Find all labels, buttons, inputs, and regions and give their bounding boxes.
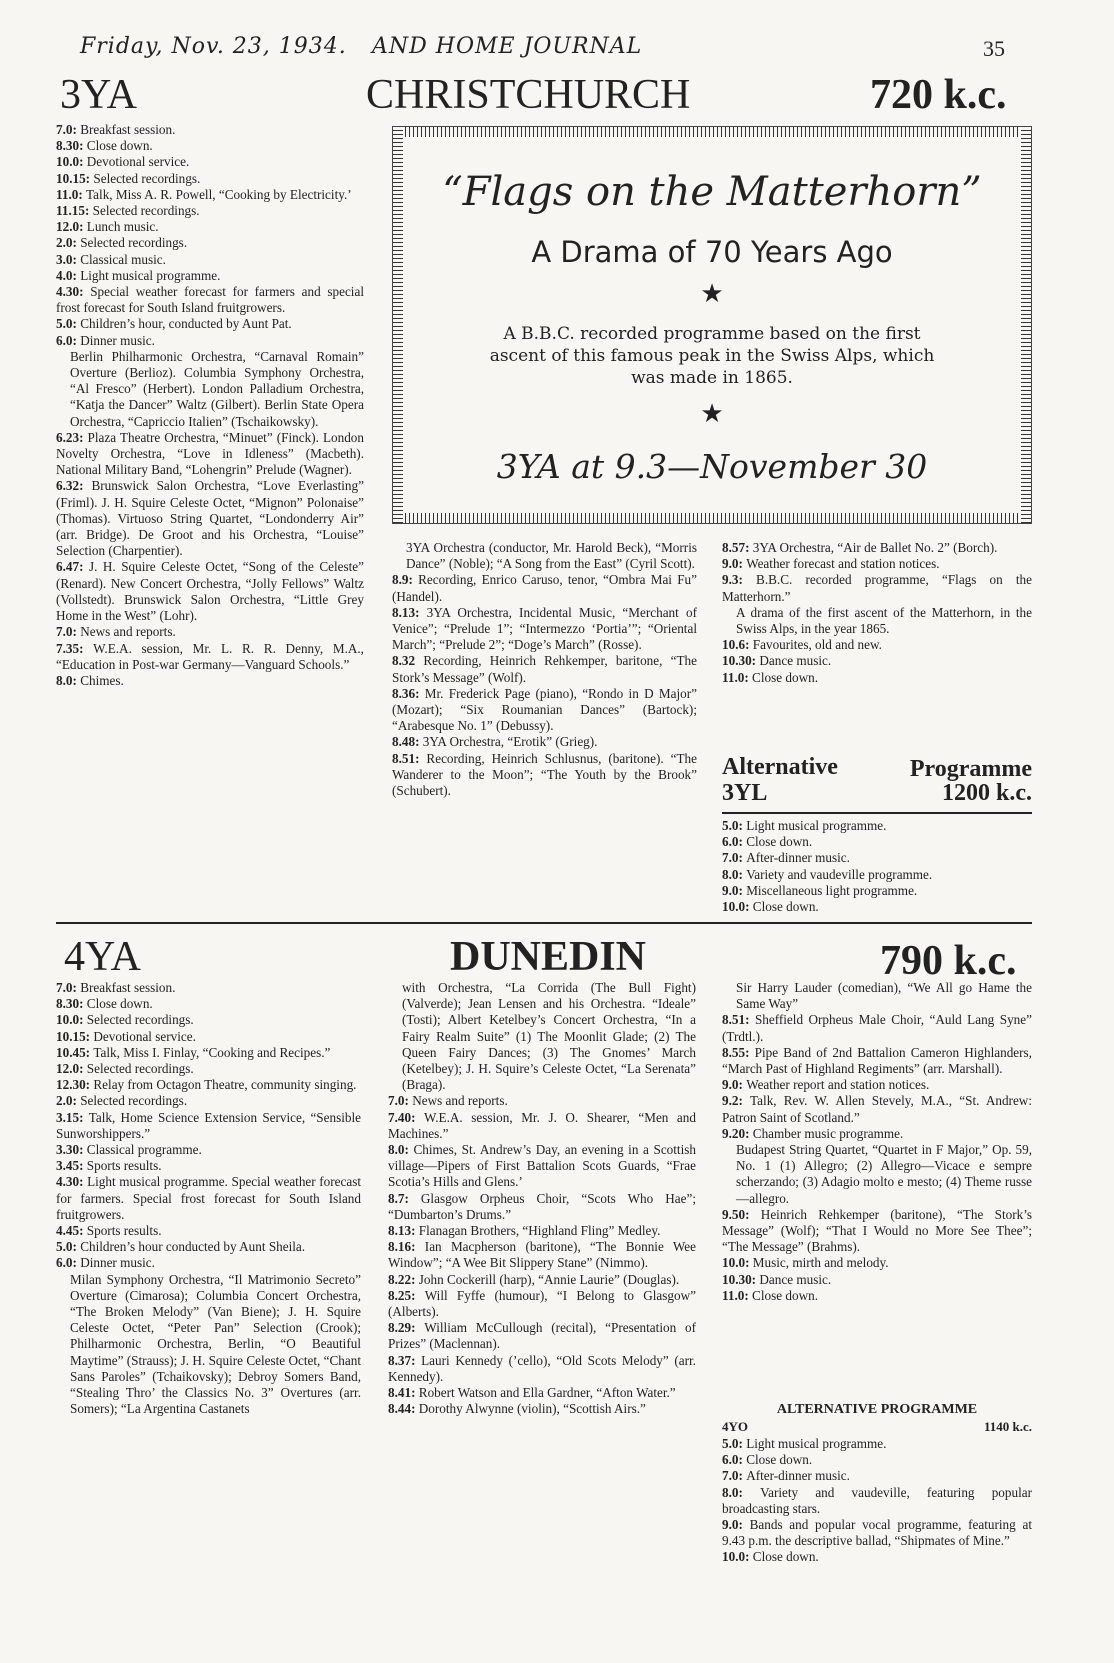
schedule-entry bbox=[722, 556, 1032, 572]
schedule-entry bbox=[722, 1093, 1032, 1125]
schedule-entry bbox=[722, 1485, 1032, 1517]
schedule-entry bbox=[56, 154, 364, 170]
schedule-entry bbox=[388, 1223, 696, 1239]
schedule-entry bbox=[56, 333, 364, 349]
entry-time: 12.30: bbox=[56, 1077, 94, 1093]
frequency-3ya: 720 k.c. bbox=[870, 72, 1007, 118]
entry-text: Light musical programme. bbox=[746, 1436, 887, 1451]
box-border-right bbox=[1021, 127, 1031, 523]
schedule-entry bbox=[722, 1255, 1032, 1271]
entry-text: Close down. bbox=[746, 1452, 813, 1468]
entry-text: After-dinner music. bbox=[746, 850, 850, 866]
entry-text: Mr. Frederick Page (piano), “Rondo in D Major” (Mozart); “Six Roumanian Dances” (Bartock); “Arabesque No. 1” (Debussy). bbox=[392, 685, 697, 734]
entry-time: 8.41: bbox=[388, 1385, 419, 1401]
entry-time: 6.32: bbox=[56, 478, 92, 494]
schedule-entry bbox=[722, 834, 1032, 850]
box-border-left bbox=[393, 127, 403, 523]
frequency-4ya: 790 k.c. bbox=[880, 938, 1017, 984]
entry-time: 7.0: bbox=[388, 1093, 413, 1109]
entry-time: 7.0: bbox=[722, 1468, 747, 1484]
city-dunedin: DUNEDIN bbox=[450, 934, 647, 980]
entry-text: Robert Watson and Ella Gardner, “Afton Water.” bbox=[418, 1385, 676, 1401]
entry-text: Close down. bbox=[86, 138, 153, 154]
entry-text: Breakfast session. bbox=[80, 980, 176, 995]
entry-time: 8.0: bbox=[722, 866, 747, 882]
entry-time: 8.0: bbox=[388, 1142, 414, 1158]
entry-text: 3YA Orchestra (conductor, Mr. Harold Beck), “Morris Dance” (Noble); “A Song from the East” (Cyril Scott). bbox=[406, 540, 697, 572]
schedule-entry bbox=[392, 605, 697, 654]
entry-text: Weather forecast and station notices. bbox=[746, 556, 940, 572]
entry-text: Light musical programme. bbox=[746, 818, 887, 833]
alt-3yl-list bbox=[722, 818, 1032, 915]
schedule-entry bbox=[722, 883, 1032, 899]
schedule-entry bbox=[56, 478, 364, 559]
entry-time: 9.3: bbox=[722, 572, 757, 588]
schedule-entry bbox=[56, 349, 364, 430]
entry-time: 3.45: bbox=[56, 1158, 87, 1174]
entry-text: Light musical programme. bbox=[80, 267, 221, 283]
alt-3yl-heading-right: Programme bbox=[909, 756, 1032, 782]
entry-time: 9.50: bbox=[722, 1206, 761, 1222]
schedule-entry bbox=[388, 1272, 696, 1288]
schedule-entry bbox=[722, 1012, 1032, 1044]
entry-text: Miscellaneous light programme. bbox=[746, 882, 918, 898]
schedule-entry bbox=[56, 1093, 361, 1109]
schedule-entry bbox=[392, 734, 697, 750]
entry-text: Relay from Octagon Theatre, community singing. bbox=[93, 1077, 357, 1093]
schedule-entry bbox=[56, 1110, 361, 1142]
entry-time: 8.22: bbox=[388, 1271, 419, 1287]
entry-time: 3.15: bbox=[56, 1109, 89, 1125]
schedule-entry bbox=[56, 1239, 361, 1255]
entry-text: Variety and vaudeville programme. bbox=[746, 866, 933, 882]
entry-time: 9.2: bbox=[722, 1093, 751, 1109]
schedule-entry bbox=[56, 1045, 361, 1061]
feature-subtitle: A Drama of 70 Years Ago bbox=[531, 235, 893, 269]
schedule-entry bbox=[56, 187, 364, 203]
entry-text: Dorothy Alwynne (violin), “Scottish Airs.” bbox=[418, 1401, 646, 1417]
entry-time: 4.30: bbox=[56, 284, 91, 300]
schedule-entry bbox=[56, 1077, 361, 1093]
alt-3yl-rule bbox=[722, 812, 1032, 814]
feature-description: A B.B.C. recorded programme based on the first ascent of this famous peak in the Swiss Alps, which was made in 1865. bbox=[489, 324, 935, 388]
schedule-entry bbox=[722, 1436, 1032, 1452]
entry-text: Light musical programme. Special weather forecast for farmers. Special frost forecast for South Island fruitgrowers. bbox=[56, 1174, 361, 1222]
page-number: 35 bbox=[983, 36, 1005, 61]
alt-4yo-list bbox=[722, 1436, 1032, 1566]
entry-time: 6.0: bbox=[56, 1255, 81, 1271]
entry-text: Sports results. bbox=[86, 1223, 162, 1239]
entry-text: Dinner music. bbox=[80, 1255, 155, 1271]
entry-text: Milan Symphony Orchestra, “Il Matrimonio Secreto” Overture (Cimarosa); Columbia Concert Orchestra, “The Broken Melody” (Van Biene); J. H. Squire Celeste Octet, “Peter Pan” Selection (Crook); Philharmonic Orchestra, Berlin, “O Beautiful Maytime” (Strauss); J. H. Squire Celeste Octet, “Chant Sans Paroles” (Tchaikovsky); Debroy Somers Band, “Stealing Thro’ the Classics No. 3” Overtures (arr. Somers); “La Argentina Castanets bbox=[70, 1271, 361, 1417]
entry-text: Close down. bbox=[752, 899, 819, 915]
entry-text: Ian Macpherson (baritone), “The Bonnie Wee Window”; “A Wee Bit Slippery Stane” (Nimmo). bbox=[388, 1239, 696, 1271]
entry-time: 10.0: bbox=[56, 1012, 87, 1028]
header-date: Friday, Nov. 23, 1934. bbox=[80, 34, 347, 59]
entry-text: Breakfast session. bbox=[80, 122, 176, 137]
entry-time: 9.0: bbox=[722, 882, 747, 898]
entry-text: Talk, Miss A. R. Powell, “Cooking by Electricity.’ bbox=[86, 186, 352, 202]
entry-text: Dinner music. bbox=[80, 332, 155, 348]
box-border-bottom bbox=[393, 513, 1031, 523]
entry-text: After-dinner music. bbox=[746, 1468, 850, 1484]
schedule-entry bbox=[56, 138, 364, 154]
alt-3yl-frequency: 1200 k.c. bbox=[942, 780, 1032, 806]
entry-text: 3YA Orchestra, “Air de Ballet No. 2” (Borch). bbox=[752, 540, 998, 555]
entry-time: 6.47: bbox=[56, 559, 89, 575]
entry-text: Devotional service. bbox=[86, 154, 190, 170]
entry-text: Music, mirth and melody. bbox=[752, 1255, 889, 1271]
entry-text: Selected recordings. bbox=[86, 1061, 194, 1077]
entry-text: William McCullough (recital), “Presentation of Prizes” (Maclennan). bbox=[388, 1320, 696, 1352]
entry-text: W.E.A. session, Mr. L. R. R. Denny, M.A., “Education in Post-war Germany—Vanguard Schools.” bbox=[56, 640, 364, 672]
entry-time: 8.13: bbox=[392, 604, 427, 620]
schedule-entry bbox=[392, 686, 697, 735]
star-icon: ★ bbox=[700, 279, 724, 309]
schedule-entry bbox=[722, 1468, 1032, 1484]
entry-text: Children’s hour conducted by Aunt Sheila. bbox=[80, 1239, 306, 1255]
entry-text: Lunch music. bbox=[86, 219, 159, 235]
schedule-entry bbox=[722, 572, 1032, 604]
entry-text: Selected recordings. bbox=[80, 235, 188, 251]
entry-text: Selected recordings. bbox=[92, 203, 200, 219]
feature-title: “Flags on the Matterhorn” bbox=[442, 169, 982, 215]
entry-time: 9.20: bbox=[722, 1125, 753, 1141]
schedule-entry bbox=[388, 1191, 696, 1223]
entry-time: 2.0: bbox=[56, 1093, 81, 1109]
schedule-entry bbox=[56, 1012, 361, 1028]
alt-4yo-heading: ALTERNATIVE PROGRAMME bbox=[776, 1402, 978, 1417]
entry-time: 11.0: bbox=[56, 186, 87, 202]
entry-time: 4.45: bbox=[56, 1223, 87, 1239]
schedule-entry bbox=[56, 980, 361, 996]
entry-time: 11.0: bbox=[722, 1287, 753, 1303]
schedule-entry bbox=[722, 1142, 1032, 1207]
schedule-entry bbox=[56, 1061, 361, 1077]
schedule-entry bbox=[56, 268, 364, 284]
entry-time: 3.0: bbox=[56, 251, 81, 267]
entry-time: 8.57: bbox=[722, 540, 753, 555]
entry-time: 10.0: bbox=[56, 154, 87, 170]
schedule-entry bbox=[56, 996, 361, 1012]
entry-time: 8.30: bbox=[56, 996, 87, 1012]
entry-time: 7.35: bbox=[56, 640, 94, 656]
entry-text: Talk, Home Science Extension Service, “Sensible Sunworshippers.” bbox=[56, 1109, 361, 1141]
entry-time: 10.0: bbox=[722, 899, 753, 915]
alt-4yo-callsign: 4YO bbox=[722, 1419, 748, 1434]
entry-time: 8.0: bbox=[722, 1484, 761, 1500]
entry-time: 10.15: bbox=[56, 1028, 94, 1044]
schedule-entry bbox=[388, 1353, 696, 1385]
schedule-entry bbox=[56, 673, 364, 689]
entry-time: 7.0: bbox=[56, 122, 81, 137]
entry-text: Pipe Band of 2nd Battalion Cameron Highlanders, “March Past of Highland Regiments” (arr. Marshall). bbox=[722, 1044, 1032, 1077]
entry-text: Berlin Philharmonic Orchestra, “Carnaval Romain” Overture (Berlioz). Columbia Symphony Orchestra, “Al Fresco” (Herbert). London Palladium Orchestra, “Katja the Dancer” Waltz (Gilbert). Berlin State Opera Orchestra, “Capriccio Italien” (Tschaikowsky). bbox=[70, 348, 364, 429]
schedule-entry bbox=[722, 1549, 1032, 1565]
entry-text: Weather report and station notices. bbox=[746, 1077, 930, 1093]
schedule-entry bbox=[56, 1255, 361, 1271]
entry-time: 8.51: bbox=[722, 1012, 755, 1028]
entry-text: Lauri Kennedy (’cello), “Old Scots Melody” (arr. Kennedy). bbox=[388, 1352, 696, 1384]
section-divider bbox=[56, 922, 1032, 924]
header-journal: AND HOME JOURNAL bbox=[372, 34, 643, 59]
entry-text: Children’s hour, conducted by Aunt Pat. bbox=[80, 316, 292, 332]
entry-text: A drama of the first ascent of the Matterhorn, in the Swiss Alps, in the year 1865. bbox=[736, 604, 1032, 637]
feature-box bbox=[392, 126, 1032, 524]
schedule-3ya-column-1 bbox=[56, 122, 364, 689]
entry-text: Classical music. bbox=[80, 251, 166, 267]
schedule-entry bbox=[388, 980, 696, 1093]
entry-text: Close down. bbox=[752, 669, 818, 685]
entry-time: 12.0: bbox=[56, 1061, 87, 1077]
entry-text: J. H. Squire Celeste Octet, “Song of the Celeste” (Renard). New Concert Orchestra, “Jolly Fellows” Waltz (Vollstedt). Brunswick Salon Orchestra, “Little Grey Home in the West” (Lohr). bbox=[56, 559, 364, 624]
schedule-entry bbox=[722, 670, 1032, 686]
callsign-3ya: 3YA bbox=[60, 72, 138, 118]
entry-text: Close down. bbox=[746, 834, 813, 850]
entry-time: 6.23: bbox=[56, 429, 88, 445]
entry-time: 11.0: bbox=[722, 669, 753, 685]
box-border-top bbox=[393, 127, 1031, 137]
entry-text: 3YA Orchestra, “Erotik” (Grieg). bbox=[422, 734, 598, 750]
schedule-entry bbox=[722, 1207, 1032, 1256]
schedule-entry bbox=[388, 1288, 696, 1320]
star-icon: ★ bbox=[700, 399, 724, 429]
entry-text: Dance music. bbox=[759, 1271, 832, 1287]
schedule-4ya-column-2 bbox=[388, 980, 696, 1417]
entry-time: 8.0: bbox=[56, 672, 81, 688]
schedule-entry bbox=[56, 316, 364, 332]
entry-text: Close down. bbox=[86, 996, 153, 1012]
entry-time: 8.25: bbox=[388, 1287, 425, 1303]
schedule-entry bbox=[722, 1272, 1032, 1288]
entry-time: 8.51: bbox=[392, 750, 427, 766]
alt-3yl-heading-left: Alternative bbox=[722, 754, 838, 780]
entry-text: Variety and vaudeville, featuring popular broadcasting stars. bbox=[722, 1484, 1032, 1516]
schedule-entry bbox=[722, 850, 1032, 866]
schedule-entry bbox=[56, 235, 364, 251]
entry-time: 6.0: bbox=[722, 834, 747, 850]
schedule-entry bbox=[722, 1045, 1032, 1077]
entry-time: 11.15: bbox=[56, 203, 93, 219]
entry-text: Dance music. bbox=[759, 653, 832, 669]
entry-text: Bands and popular vocal programme, featuring at 9.43 p.m. the descriptive ballad, “Shipmates of Mine.” bbox=[722, 1517, 1032, 1549]
schedule-entry bbox=[56, 122, 364, 138]
entry-time: 8.29: bbox=[388, 1320, 425, 1336]
alt-3yl-callsign: 3YL bbox=[722, 780, 768, 806]
schedule-3ya-column-3 bbox=[722, 540, 1032, 686]
schedule-entry bbox=[388, 1093, 696, 1109]
schedule-entry bbox=[56, 1272, 361, 1418]
entry-time: 10.45: bbox=[56, 1044, 94, 1060]
entry-time: 8.7: bbox=[388, 1190, 421, 1206]
entry-time: 10.15: bbox=[56, 170, 94, 186]
schedule-entry bbox=[388, 1401, 696, 1417]
schedule-entry bbox=[388, 1320, 696, 1352]
schedule-entry bbox=[392, 540, 697, 572]
schedule-entry bbox=[722, 637, 1032, 653]
schedule-entry bbox=[56, 430, 364, 479]
alt-4yo-frequency: 1140 k.c. bbox=[983, 1419, 1032, 1434]
entry-time: 10.30: bbox=[722, 1271, 760, 1287]
entry-text: Selected recordings. bbox=[80, 1093, 188, 1109]
entry-text: Talk, Rev. W. Allen Stevely, M.A., “St. Andrew: Patron Saint of Scotland.” bbox=[722, 1093, 1032, 1125]
entry-time: 5.0: bbox=[722, 818, 747, 833]
entry-text: Selected recordings. bbox=[86, 1012, 194, 1028]
schedule-entry bbox=[56, 252, 364, 268]
entry-time: 3.30: bbox=[56, 1142, 87, 1158]
schedule-entry bbox=[388, 1239, 696, 1271]
entry-text: Sheffield Orpheus Male Choir, “Auld Lang Syne” (Trdtl.). bbox=[722, 1012, 1032, 1044]
entry-time: 8.37: bbox=[388, 1352, 422, 1368]
schedule-entry bbox=[56, 624, 364, 640]
schedule-entry bbox=[722, 899, 1032, 915]
callsign-4ya: 4YA bbox=[64, 934, 142, 980]
entry-time: 5.0: bbox=[56, 1239, 81, 1255]
schedule-entry bbox=[722, 1452, 1032, 1468]
schedule-entry bbox=[56, 1174, 361, 1223]
entry-text: Flanagan Brothers, “Highland Fling” Medley. bbox=[418, 1223, 661, 1239]
entry-text: Selected recordings. bbox=[93, 170, 201, 186]
entry-text: with Orchestra, “La Corrida (The Bull Fight) (Valverde); Jean Lensen and his Orchestra. “Ideale” (Tosti); Albert Ketelbey’s Concert Orchestra, “In a Fairy Realm Suite” (1) The Moonlit Glade; (2) The Queen Fairy Dances; (3) The Gnomes’ March (Ketelbey); J. H. Squire’s Celeste Octet, “La Serenata” (Braga). bbox=[402, 980, 696, 1093]
entry-time: 8.44: bbox=[388, 1401, 419, 1417]
schedule-entry bbox=[388, 1110, 696, 1142]
schedule-4ya-column-3 bbox=[722, 980, 1032, 1304]
schedule-entry bbox=[392, 572, 697, 604]
schedule-entry bbox=[722, 1288, 1032, 1304]
schedule-entry bbox=[56, 203, 364, 219]
entry-text: Recording, Enrico Caruso, tenor, “Ombra Mai Fu” (Handel). bbox=[392, 572, 697, 604]
schedule-entry bbox=[722, 1517, 1032, 1549]
entry-text: Will Fyffe (humour), “I Belong to Glasgow” (Alberts). bbox=[388, 1287, 696, 1320]
entry-text: News and reports. bbox=[412, 1093, 508, 1109]
entry-time: 10.6: bbox=[722, 637, 753, 653]
entry-time: 2.0: bbox=[56, 235, 81, 251]
entry-text: 3YA Orchestra, Incidental Music, “Merchant of Venice”; “Prelude 1”; “Intermezzo ‘Portia’”; “Oriental March”; “Prelude 2”; “Doge’s March” (Rosse). bbox=[392, 604, 697, 653]
entry-text: Heinrich Rehkemper (baritone), “The Stork’s Message” (Wolf); “That I Would no More See Thee”; “The Message” (Brahms). bbox=[722, 1206, 1032, 1255]
entry-text: Sports results. bbox=[86, 1158, 162, 1174]
entry-time: 6.0: bbox=[722, 1452, 747, 1468]
schedule-entry bbox=[56, 171, 364, 187]
schedule-entry bbox=[56, 641, 364, 673]
entry-time: 8.55: bbox=[722, 1044, 755, 1060]
entry-time: 8.16: bbox=[388, 1239, 425, 1255]
entry-text: W.E.A. session, Mr. J. O. Shearer, “Men and Machines.” bbox=[388, 1109, 696, 1141]
entry-time: 10.0: bbox=[722, 1549, 753, 1565]
schedule-entry bbox=[722, 653, 1032, 669]
entry-text: Chimes, St. Andrew’s Day, an evening in a Scottish village—Pipers of First Battalion Scots Guards, “Frae Scotia’s Hills and Glens.’ bbox=[388, 1142, 696, 1190]
entry-time: 7.40: bbox=[388, 1109, 425, 1125]
entry-text: Favourites, old and new. bbox=[752, 637, 882, 653]
schedule-entry bbox=[722, 605, 1032, 637]
entry-time: 8.13: bbox=[388, 1223, 419, 1239]
schedule-entry bbox=[722, 1077, 1032, 1093]
entry-time: 4.30: bbox=[56, 1174, 88, 1190]
entry-text: Close down. bbox=[752, 1549, 819, 1565]
feature-airtime: 3YA at 9.3—November 30 bbox=[496, 447, 928, 486]
entry-text: Chamber music programme. bbox=[752, 1125, 904, 1141]
entry-text: News and reports. bbox=[80, 624, 176, 640]
schedule-entry bbox=[56, 219, 364, 235]
schedule-4ya-column-1 bbox=[56, 980, 361, 1417]
entry-time: 10.0: bbox=[722, 1255, 753, 1271]
entry-text: John Cockerill (harp), “Annie Laurie” (Douglas). bbox=[418, 1271, 680, 1287]
alt-3yl-heading bbox=[722, 755, 1032, 807]
entry-text: Sir Harry Lauder (comedian), “We All go Hame the Same Way” bbox=[736, 980, 1032, 1012]
entry-text: Talk, Miss I. Finlay, “Cooking and Recipes.” bbox=[93, 1044, 331, 1060]
schedule-3ya-column-2 bbox=[392, 540, 697, 799]
entry-text: Plaza Theatre Orchestra, “Minuet” (Finck). London Novelty Orchestra, “Love in Idleness” (Macbeth). National Military Band, “Lohengrin” Prelude (Wagner). bbox=[56, 429, 364, 478]
entry-text: Chimes. bbox=[80, 672, 124, 688]
schedule-entry bbox=[388, 1142, 696, 1191]
entry-text: Devotional service. bbox=[93, 1028, 196, 1044]
entry-time: 12.0: bbox=[56, 219, 87, 235]
city-christchurch: CHRISTCHURCH bbox=[366, 72, 691, 118]
entry-time: 7.0: bbox=[56, 980, 81, 995]
entry-text: Budapest String Quartet, “Quartet in F Major,” Op. 59, No. 1 (1) Allegro; (2) Allegro—Vicace e sempre scherzando; (3) Adagio molto e mesto; (4) Theme russe—allegro. bbox=[736, 1142, 1032, 1206]
schedule-entry bbox=[722, 818, 1032, 834]
entry-time: 8.36: bbox=[392, 685, 425, 701]
entry-time: 5.0: bbox=[56, 316, 81, 332]
entry-text: Recording, Heinrich Rehkemper, baritone, “The Stork’s Message” (Wolf). bbox=[392, 653, 698, 685]
entry-time: 8.32 bbox=[392, 653, 424, 669]
entry-time: 4.0: bbox=[56, 267, 81, 283]
schedule-entry bbox=[722, 980, 1032, 1012]
schedule-entry bbox=[392, 751, 697, 800]
entry-time: 10.30: bbox=[722, 653, 760, 669]
schedule-entry bbox=[722, 1126, 1032, 1142]
entry-text: Recording, Heinrich Schlusnus, (baritone). “The Wanderer to the Moon”; “The Youth by the Brook” (Schubert). bbox=[392, 750, 697, 799]
entry-time: 7.0: bbox=[722, 850, 747, 866]
schedule-entry bbox=[56, 1142, 361, 1158]
schedule-entry bbox=[56, 1158, 361, 1174]
entry-time: 8.30: bbox=[56, 138, 87, 154]
entry-text: Special weather forecast for farmers and special frost forecast for South Island fruitgrowers. bbox=[56, 284, 364, 316]
schedule-entry bbox=[56, 559, 364, 624]
entry-text: Brunswick Salon Orchestra, “Love Everlasting” (Friml). J. H. Squire Celeste Octet, “Mignon” Polonaise” (Thomas). Virtuoso String Quartet, “Londonderry Air” (arr. Bridge). De Groot and his Orchestra, “Louise” Selection (Charpentier). bbox=[56, 478, 364, 559]
schedule-entry bbox=[56, 284, 364, 316]
entry-time: 7.0: bbox=[56, 624, 81, 640]
entry-text: Close down. bbox=[752, 1287, 818, 1303]
entry-time: 9.0: bbox=[722, 1077, 747, 1093]
schedule-entry bbox=[56, 1223, 361, 1239]
schedule-entry bbox=[56, 1029, 361, 1045]
entry-time: 8.9: bbox=[392, 572, 419, 588]
entry-text: Classical programme. bbox=[86, 1142, 202, 1158]
entry-text: B.B.C. recorded programme, “Flags on the Matterhorn.” bbox=[722, 572, 1032, 604]
entry-time: 9.0: bbox=[722, 556, 747, 572]
entry-time: 5.0: bbox=[722, 1436, 747, 1451]
entry-time: 9.0: bbox=[722, 1517, 750, 1533]
entry-text: Glasgow Orpheus Choir, “Scots Who Hae”; “Dumbarton’s Drums.” bbox=[388, 1190, 696, 1222]
entry-time: 8.48: bbox=[392, 734, 423, 750]
schedule-entry bbox=[388, 1385, 696, 1401]
schedule-entry bbox=[722, 540, 1032, 556]
schedule-entry bbox=[392, 653, 697, 685]
schedule-entry bbox=[722, 867, 1032, 883]
entry-time: 6.0: bbox=[56, 332, 81, 348]
